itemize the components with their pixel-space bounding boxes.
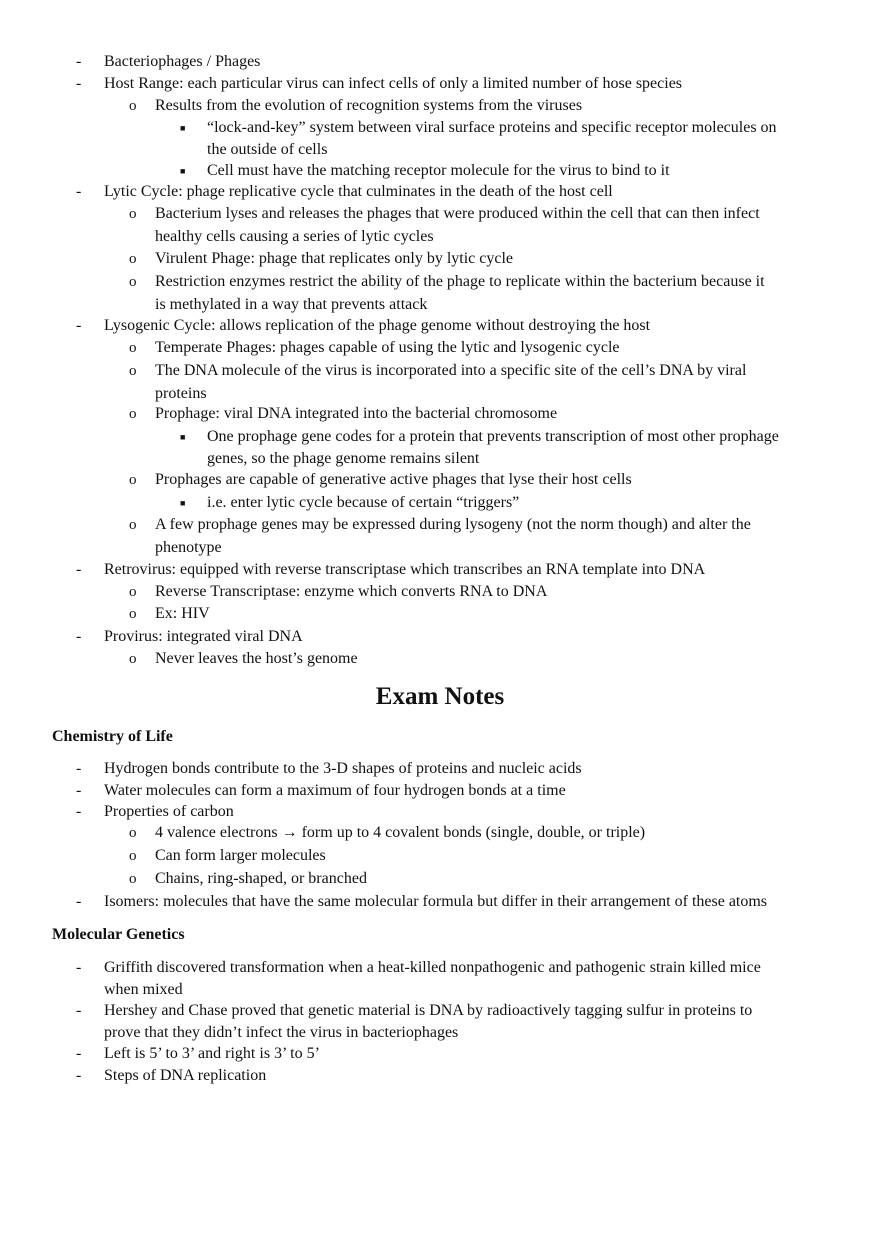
bullet-dash: - xyxy=(76,1045,82,1062)
list-item: Virulent Phage: phage that replicates only by lytic cycle xyxy=(155,250,514,267)
list-item: The DNA molecule of the virus is incorporated into a specific site of the cell’s DNA by viral xyxy=(155,362,747,379)
list-item-continuation: genes, so the phage genome remains silent xyxy=(207,450,480,467)
bullet-circle: o xyxy=(129,472,137,488)
bullet-circle: o xyxy=(129,251,137,267)
list-item-continuation: healthy cells causing a series of lytic cycles xyxy=(155,228,434,245)
bullet-circle: o xyxy=(129,651,137,667)
bullet-circle: o xyxy=(129,871,137,887)
list-item: One prophage gene codes for a protein that prevents transcription of most other prophage xyxy=(207,428,779,445)
bullet-dash: - xyxy=(76,1067,82,1084)
list-item: Cell must have the matching receptor molecule for the virus to bind to it xyxy=(207,162,670,179)
list-item: Never leaves the host’s genome xyxy=(155,650,358,667)
bullet-dash: - xyxy=(76,183,82,200)
list-item: Temperate Phages: phages capable of using the lytic and lysogenic cycle xyxy=(155,339,620,356)
list-item: Bacterium lyses and releases the phages that were produced within the cell that can then infect xyxy=(155,205,760,222)
list-item: Chains, ring-shaped, or branched xyxy=(155,870,367,887)
bullet-square: ■ xyxy=(180,432,186,442)
bullet-circle: o xyxy=(129,825,137,841)
list-item: Lysogenic Cycle: allows replication of the phage genome without destroying the host xyxy=(104,317,651,334)
bullet-dash: - xyxy=(76,317,82,334)
list-item: Prophages are capable of generative active phages that lyse their host cells xyxy=(155,471,632,488)
list-item-continuation: proteins xyxy=(155,385,207,402)
list-item: Retrovirus: equipped with reverse transcriptase which transcribes an RNA template into DNA xyxy=(104,561,706,578)
bullet-circle: o xyxy=(129,363,137,379)
list-item: 4 valence electrons → form up to 4 covalent bonds (single, double, or triple) xyxy=(155,824,646,841)
bullet-circle: o xyxy=(129,517,137,533)
list-item: Steps of DNA replication xyxy=(104,1067,267,1084)
list-item: Prophage: viral DNA integrated into the bacterial chromosome xyxy=(155,405,558,422)
bullet-dash: - xyxy=(76,1002,82,1019)
bullet-square: ■ xyxy=(180,498,186,508)
bullet-dash: - xyxy=(76,782,82,799)
bullet-dash: - xyxy=(76,893,82,910)
list-item: Water molecules can form a maximum of four hydrogen bonds at a time xyxy=(104,782,566,799)
bullet-circle: o xyxy=(129,848,137,864)
list-item: Properties of carbon xyxy=(104,803,234,820)
bullet-circle: o xyxy=(129,584,137,600)
list-item: Can form larger molecules xyxy=(155,847,326,864)
bullet-circle: o xyxy=(129,274,137,290)
bullet-circle: o xyxy=(129,406,137,422)
list-item: Hydrogen bonds contribute to the 3-D shapes of proteins and nucleic acids xyxy=(104,760,582,777)
list-item: Host Range: each particular virus can infect cells of only a limited number of hose species xyxy=(104,75,683,92)
list-item: Left is 5’ to 3’ and right is 3’ to 5’ xyxy=(104,1045,320,1062)
list-item: “lock-and-key” system between viral surface proteins and specific receptor molecules on xyxy=(207,119,777,136)
bullet-circle: o xyxy=(129,340,137,356)
list-item: A few prophage genes may be expressed during lysogeny (not the norm though) and alter the xyxy=(155,516,751,533)
list-item-continuation: the outside of cells xyxy=(207,141,328,158)
list-item-continuation: when mixed xyxy=(104,981,183,998)
list-item: i.e. enter lytic cycle because of certain “triggers” xyxy=(207,494,520,511)
bullet-dash: - xyxy=(76,959,82,976)
list-item-continuation: prove that they didn’t infect the virus in bacteriophages xyxy=(104,1024,459,1041)
list-item: Ex: HIV xyxy=(155,605,210,622)
bullet-square: ■ xyxy=(180,166,186,176)
list-item: Isomers: molecules that have the same molecular formula but differ in their arrangement of these atoms xyxy=(104,893,768,910)
section-heading-genetics: Molecular Genetics xyxy=(52,926,185,943)
list-item: Bacteriophages / Phages xyxy=(104,53,261,70)
bullet-dash: - xyxy=(76,53,82,70)
list-item: Hershey and Chase proved that genetic material is DNA by radioactively tagging sulfur in proteins to xyxy=(104,1002,753,1019)
bullet-circle: o xyxy=(129,98,137,114)
list-item-continuation: phenotype xyxy=(155,539,222,556)
section-heading-chemistry: Chemistry of Life xyxy=(52,728,173,745)
bullet-dash: - xyxy=(76,803,82,820)
bullet-square: ■ xyxy=(180,123,186,133)
bullet-dash: - xyxy=(76,760,82,777)
list-item: Reverse Transcriptase: enzyme which converts RNA to DNA xyxy=(155,583,548,600)
list-item: Restriction enzymes restrict the ability of the phage to replicate within the bacterium because it xyxy=(155,273,765,290)
bullet-dash: - xyxy=(76,628,82,645)
page-title: Exam Notes xyxy=(375,683,505,710)
bullet-circle: o xyxy=(129,606,137,622)
list-item: Results from the evolution of recognition systems from the viruses xyxy=(155,97,583,114)
bullet-dash: - xyxy=(76,75,82,92)
list-item: Lytic Cycle: phage replicative cycle that culminates in the death of the host cell xyxy=(104,183,613,200)
bullet-dash: - xyxy=(76,561,82,578)
bullet-circle: o xyxy=(129,206,137,222)
list-item-continuation: is methylated in a way that prevents attack xyxy=(155,296,428,313)
list-item: Griffith discovered transformation when a heat-killed nonpathogenic and pathogenic strain killed mice xyxy=(104,959,761,976)
list-item: Provirus: integrated viral DNA xyxy=(104,628,303,645)
